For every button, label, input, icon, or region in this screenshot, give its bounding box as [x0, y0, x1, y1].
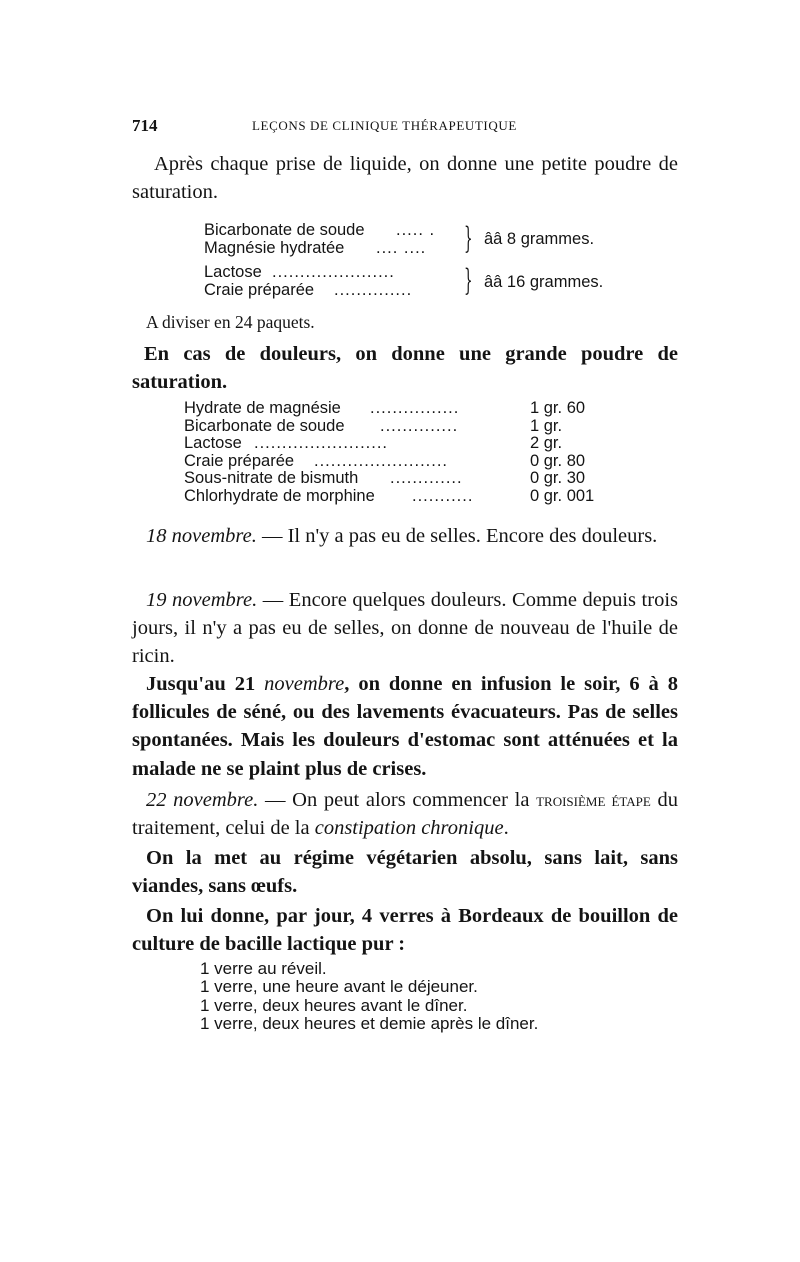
- entry-text: — Il n'y a pas eu de selles. Encore des douleurs.: [256, 525, 658, 547]
- ingredient-name: Chlorhydrate de morphine: [184, 486, 375, 505]
- formula-instruction: A diviser en 24 paquets.: [146, 312, 315, 332]
- formula-line: [184, 435, 614, 453]
- running-title: LEÇONS DE CLINIQUE THÉRAPEUTIQUE: [252, 118, 517, 133]
- ingredient-dose: 0 gr. 001: [530, 486, 595, 505]
- formula-line: [204, 240, 474, 258]
- group-dose: ââ 16 grammes.: [484, 273, 604, 291]
- brace: }: [464, 221, 473, 256]
- entry-date: novembre: [264, 673, 345, 695]
- formula-line: [184, 400, 614, 418]
- formula-line: [204, 222, 474, 240]
- bouillon-paragraph: On lui donne, par jour, 4 verres à Bordeaux de bouillon de culture de bacille lactique pur :: [132, 905, 678, 956]
- entry-date: 22 novembre.: [146, 789, 259, 811]
- leader-dots: ..... .: [396, 222, 436, 239]
- schedule-item: 1 verre, une heure avant le déjeuner.: [200, 977, 478, 997]
- formula-1-group-2: [204, 264, 474, 299]
- leader-dots: ......................: [272, 264, 395, 281]
- leader-dots: ..............: [334, 281, 413, 299]
- leader-dots: ..............: [380, 417, 459, 435]
- formula-line: [184, 488, 614, 506]
- page-number: 714: [132, 116, 158, 135]
- leader-dots: ........................: [254, 435, 389, 452]
- ingredient-name: Bicarbonate de soude: [204, 221, 365, 239]
- entry-19-november: [132, 586, 678, 671]
- entry-18-november: [132, 522, 678, 550]
- entry-text: , on donne en infusion le soir, 6 à 8 follicules de séné, ou des lavements évacuateurs. Pas de selles spontanées. Mais les douleurs d'estomac sont atténuées et la malade ne se plaint plus de crises.: [132, 673, 679, 780]
- intro-paragraph: Après chaque prise de liquide, on donne une petite poudre de saturation.: [132, 153, 678, 204]
- ingredient-dose: 1 gr. 60: [530, 399, 586, 417]
- leader-dots: ................: [370, 400, 460, 417]
- formula-1-group-1: [204, 222, 474, 257]
- formula-line: [204, 264, 474, 282]
- ingredient-name: Hydrate de magnésie: [184, 399, 341, 417]
- ingredient-name: Lactose: [204, 263, 262, 281]
- schedule-item: 1 verre, deux heures avant le dîner.: [200, 995, 468, 1015]
- running-header: [132, 116, 678, 136]
- formula-line: [184, 470, 614, 488]
- pain-paragraph: En cas de douleurs, on donne une grande poudre de saturation.: [132, 343, 678, 394]
- dosage-schedule: [200, 960, 538, 1033]
- leader-dots: ........................: [314, 452, 449, 470]
- entry-text: du traitement, celui de la: [132, 789, 679, 840]
- formula-line: [184, 418, 614, 436]
- formula-line: [204, 282, 474, 300]
- schedule-item: 1 verre, deux heures et demie après le dîner.: [200, 1013, 539, 1033]
- group-dose: ââ 8 grammes.: [484, 230, 595, 248]
- brace: }: [464, 263, 473, 298]
- entry-text: — On peut alors commencer la: [258, 789, 537, 811]
- entry-lead: Jusqu'au 21: [146, 673, 265, 695]
- formula-2: [184, 400, 614, 505]
- ingredient-name: Craie préparée: [184, 451, 295, 470]
- entry-22-november: [132, 786, 678, 842]
- italic-term: constipation chronique: [314, 817, 504, 840]
- ingredient-name: Magnésie hydratée: [204, 238, 345, 257]
- entry-text: — Encore quelques douleurs. Comme depuis trois jours, il n'y a pas eu de selles, on donne de nouveau de l'huile de ricin.: [132, 589, 678, 668]
- entry-text: .: [503, 817, 509, 840]
- ingredient-dose: 0 gr. 30: [530, 469, 586, 487]
- ingredient-name: Bicarbonate de soude: [184, 416, 345, 435]
- ingredient-name: Lactose: [184, 434, 242, 452]
- diet-paragraph: On la met au régime végétarien absolu, sans lait, sans viandes, sans œufs.: [132, 847, 678, 898]
- ingredient-dose: 0 gr. 80: [530, 451, 586, 470]
- ingredient-dose: 1 gr.: [530, 416, 563, 435]
- leader-dots: ...........: [412, 487, 474, 505]
- ingredient-dose: 2 gr.: [530, 434, 563, 452]
- ingredient-name: Sous-nitrate de bismuth: [184, 469, 359, 487]
- entry-date: 19 novembre.: [146, 589, 258, 611]
- entry-21-november: [132, 670, 678, 783]
- formula-line: [184, 453, 614, 471]
- leader-dots: .... ....: [376, 239, 427, 257]
- entry-date: 18 novembre.: [146, 525, 257, 547]
- ingredient-name: Craie préparée: [204, 280, 315, 299]
- leader-dots: .............: [390, 470, 463, 487]
- smallcaps-term: troisième étape: [536, 790, 651, 810]
- schedule-item: 1 verre au réveil.: [200, 959, 327, 978]
